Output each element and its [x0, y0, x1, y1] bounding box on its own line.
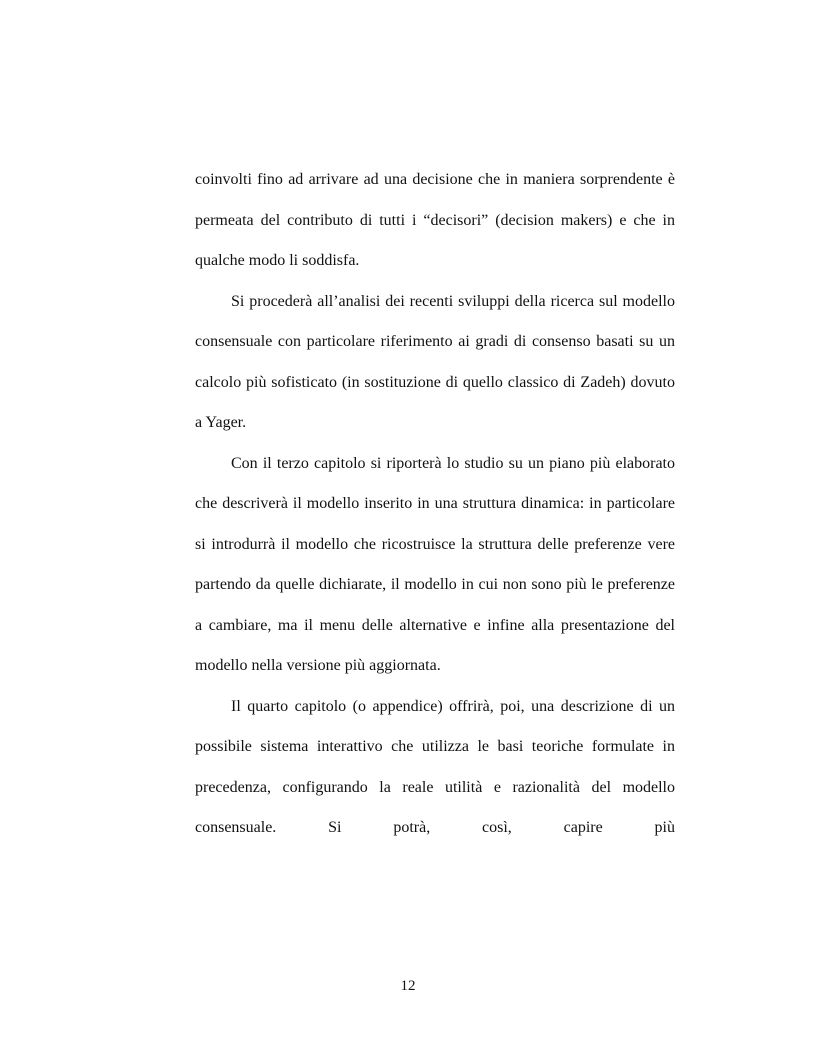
- paragraph-fourth-chapter: Il quarto capitolo (o appendice) offrirà, poi, una descrizione di un possibile sistema interattivo che utilizza le basi teoriche formulate in precedenza, configurando la reale utilità e razionalità del modello consensuale. Si potrà, così, capire più: [195, 697, 675, 836]
- paragraph-consensus-analysis: Si procederà all’analisi dei recenti sviluppi della ricerca sul modello consensuale con particolare riferimento ai gradi di consenso basati su un calcolo più sofisticato (in sostituzione di quello classico di Zadeh) dovuto a Yager.: [195, 292, 675, 431]
- body-text: [195, 160, 675, 849]
- paragraph-continuation: coinvolti fino ad arrivare ad una decisione che in maniera sorprendente è permeata del contributo di tutti i “decisori” (decision makers) e che in qualche modo li soddisfa.: [195, 171, 675, 269]
- page-number: 12: [400, 978, 416, 994]
- paragraph-third-chapter: Con il terzo capitolo si riporterà lo studio su un piano più elaborato che descriverà il modello inserito in una struttura dinamica: in particolare si introdurrà il modello che ricostruisce la struttura delle preferenze vere partendo da quelle dichiarate, il modello in cui non sono più le preferenze a cambiare, ma il menu delle alternative e infine alla presentazione del modello nella versione più aggiornata.: [195, 454, 675, 674]
